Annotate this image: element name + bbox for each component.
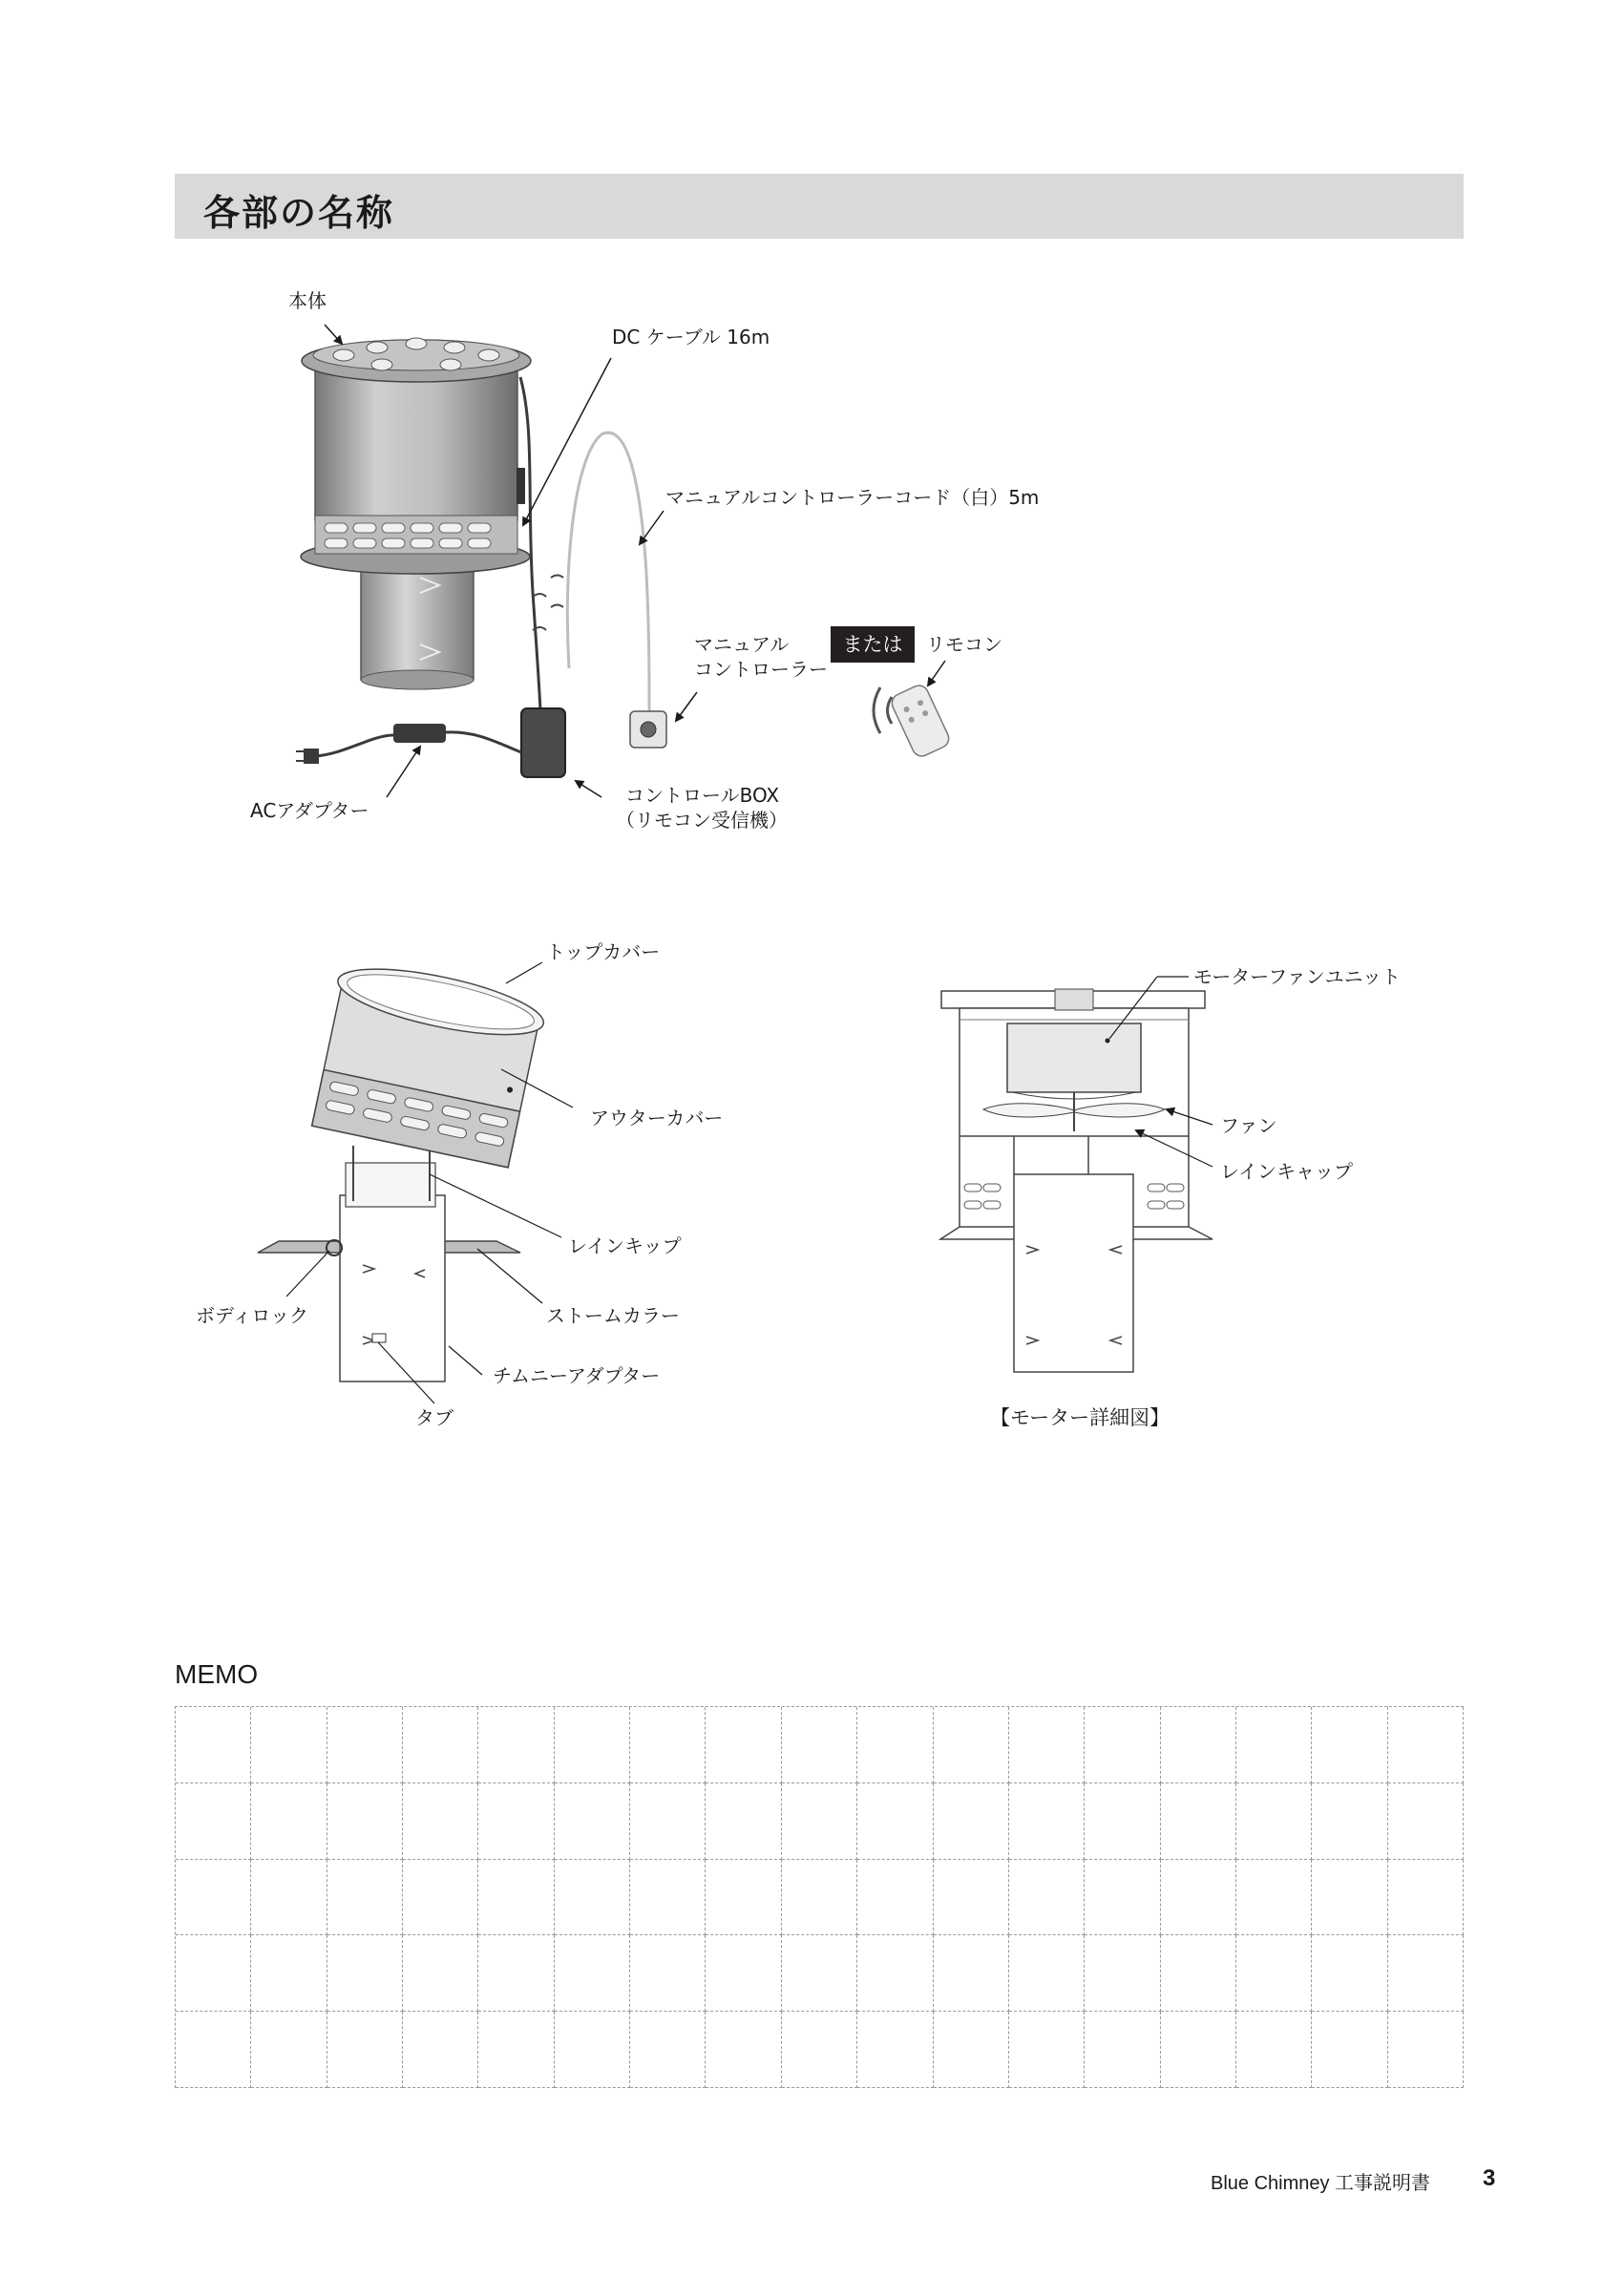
memo-cell <box>1312 1935 1387 2012</box>
memo-cell <box>857 1783 933 1860</box>
memo-cell <box>1236 1935 1312 2012</box>
memo-cell <box>857 1935 933 2012</box>
main-unit-drawing <box>301 338 531 689</box>
memo-cell <box>1085 1707 1160 1783</box>
memo-cell <box>630 1783 706 1860</box>
control-box-drawing <box>521 708 565 777</box>
label-body: 本体 <box>288 289 327 312</box>
memo-cell <box>857 1860 933 1936</box>
section-title: 各部の名称 <box>203 192 395 234</box>
label-ac-adapter: ACアダプター <box>250 799 369 822</box>
memo-cell <box>630 1707 706 1783</box>
memo-cell <box>1009 1935 1085 2012</box>
memo-cell <box>1161 1860 1236 1936</box>
label-dc-cable: DC ケーブル 16m <box>612 326 770 348</box>
memo-cell <box>1388 1860 1464 1936</box>
memo-cell <box>1312 1707 1387 1783</box>
memo-cell <box>555 2012 630 2088</box>
memo-cell <box>1236 1707 1312 1783</box>
memo-cell <box>478 1935 554 2012</box>
memo-cell <box>403 1935 478 2012</box>
memo-cell <box>1161 1707 1236 1783</box>
memo-cell <box>1236 1860 1312 1936</box>
memo-cell <box>706 1783 781 1860</box>
memo-cell <box>478 1783 554 1860</box>
memo-cell <box>1388 1935 1464 2012</box>
memo-cell <box>1085 1935 1160 2012</box>
label-manual-controller-line1: マニュアル <box>694 633 790 656</box>
motor-diagram-caption: 【モーター詳細図】 <box>990 1406 1171 1429</box>
memo-cell <box>934 2012 1009 2088</box>
memo-grid <box>175 1706 1464 2088</box>
memo-cell <box>1009 1707 1085 1783</box>
memo-cell <box>555 1707 630 1783</box>
memo-cell <box>176 1707 251 1783</box>
memo-cell <box>706 1935 781 2012</box>
memo-cell <box>1236 1783 1312 1860</box>
ac-adapter-drawing <box>296 724 521 764</box>
memo-cell <box>782 1860 857 1936</box>
memo-cell <box>327 2012 403 2088</box>
label-rain-cap: レインキップ <box>568 1234 682 1257</box>
label-chimney-adapter: チムニーアダプター <box>493 1364 661 1387</box>
remote-drawing <box>874 683 952 759</box>
cables-drawing <box>517 377 649 711</box>
memo-cell <box>555 1860 630 1936</box>
memo-cell <box>327 1935 403 2012</box>
memo-cell <box>1161 2012 1236 2088</box>
memo-cell <box>782 1707 857 1783</box>
label-manual-controller-cord: マニュアルコントローラーコード（白）5m <box>665 486 1040 509</box>
memo-cell <box>327 1707 403 1783</box>
memo-cell <box>403 1707 478 1783</box>
memo-cell <box>478 1860 554 1936</box>
memo-cell <box>403 1783 478 1860</box>
motor-diagram-drawing <box>940 989 1213 1372</box>
memo-cell <box>251 1783 327 1860</box>
memo-cell <box>1312 1783 1387 1860</box>
memo-title: MEMO <box>175 1659 259 1689</box>
memo-cell <box>251 2012 327 2088</box>
label-outer-cover: アウターカバー <box>590 1107 724 1129</box>
memo-cell <box>1009 1860 1085 1936</box>
memo-cell <box>706 1707 781 1783</box>
label-rain-cap-motor: レインキャップ <box>1220 1160 1353 1183</box>
memo-cell <box>934 1783 1009 1860</box>
memo-cell <box>1312 2012 1387 2088</box>
memo-cell <box>1009 1783 1085 1860</box>
memo-cell <box>782 1783 857 1860</box>
memo-cell <box>1085 1860 1160 1936</box>
memo-cell <box>403 1860 478 1936</box>
memo-cell <box>251 1860 327 1936</box>
memo-cell <box>1388 1707 1464 1783</box>
memo-cell <box>176 1860 251 1936</box>
memo-cell <box>176 1935 251 2012</box>
label-manual-controller-line2: コントローラー <box>694 658 828 681</box>
label-tab: タブ <box>415 1406 453 1429</box>
memo-cell <box>706 2012 781 2088</box>
memo-cell <box>630 1860 706 1936</box>
memo-cell <box>176 2012 251 2088</box>
memo-cell <box>176 1783 251 1860</box>
memo-cell <box>1085 2012 1160 2088</box>
memo-cell <box>630 1935 706 2012</box>
memo-cell <box>251 1935 327 2012</box>
memo-cell <box>1161 1783 1236 1860</box>
memo-cell <box>1388 1783 1464 1860</box>
memo-cell <box>478 2012 554 2088</box>
label-motor-fan-unit: モーターファンユニット <box>1193 965 1401 988</box>
memo-cell <box>555 1783 630 1860</box>
memo-cell <box>782 2012 857 2088</box>
label-fan: ファン <box>1220 1114 1277 1137</box>
memo-cell <box>327 1783 403 1860</box>
memo-cell <box>1312 1860 1387 1936</box>
memo-cell <box>327 1860 403 1936</box>
memo-cell <box>1085 1783 1160 1860</box>
manual-controller-drawing <box>630 711 666 748</box>
label-storm-collar: ストームカラー <box>546 1304 680 1327</box>
memo-cell <box>403 2012 478 2088</box>
memo-cell <box>1009 2012 1085 2088</box>
footer-doc-title: Blue Chimney 工事説明書 <box>1211 2173 1431 2194</box>
page-number: 3 <box>1483 2165 1496 2191</box>
memo-cell <box>706 1860 781 1936</box>
memo-cell <box>934 1860 1009 1936</box>
memo-cell <box>857 2012 933 2088</box>
memo-cell <box>857 1707 933 1783</box>
memo-cell <box>1388 2012 1464 2088</box>
memo-cell <box>251 1707 327 1783</box>
memo-cell <box>1161 1935 1236 2012</box>
label-control-box-line1: コントロールBOX <box>625 784 780 807</box>
memo-cell <box>478 1707 554 1783</box>
label-body-lock: ボディロック <box>196 1304 308 1327</box>
memo-cell <box>555 1935 630 2012</box>
label-control-box-line2: （リモコン受信機） <box>616 809 788 832</box>
memo-cell <box>934 1935 1009 2012</box>
label-top-cover: トップカバー <box>546 940 661 963</box>
label-remote: リモコン <box>926 633 1002 656</box>
memo-cell <box>1236 2012 1312 2088</box>
memo-cell <box>782 1935 857 2012</box>
or-badge: または <box>831 626 915 663</box>
memo-cell <box>934 1707 1009 1783</box>
memo-cell <box>630 2012 706 2088</box>
